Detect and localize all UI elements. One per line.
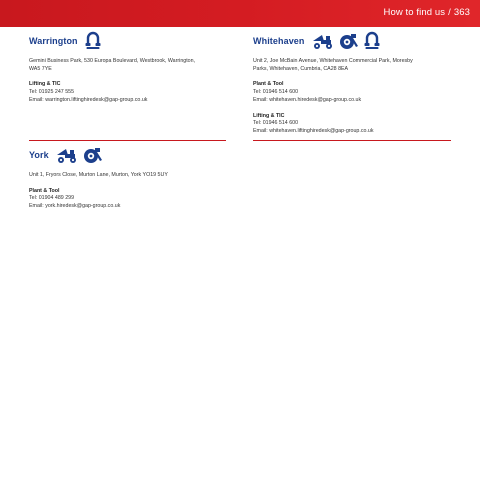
location-whitehaven bbox=[253, 30, 463, 136]
location-warrington bbox=[29, 30, 234, 105]
service-label: Lifting & TIC bbox=[253, 112, 285, 119]
divider bbox=[253, 140, 451, 141]
page-number: 363 bbox=[453, 7, 470, 18]
location-title: Whitehaven bbox=[253, 36, 305, 46]
telephone: Tel: 01946 514 600 bbox=[253, 120, 299, 127]
header-separator: / bbox=[448, 7, 451, 18]
address-line: Gemini Business Park, 530 Europa Boulevard, Westbrook, Warrington, bbox=[29, 58, 196, 64]
email[interactable]: Email: warrington.liftinghiredesk@gap-group.co.uk bbox=[29, 96, 148, 103]
compactor-icon bbox=[338, 32, 360, 50]
header-bar bbox=[0, 0, 480, 27]
shackle-icon bbox=[363, 31, 381, 51]
dumper-icon bbox=[55, 146, 79, 164]
address-line: Unit 2, Joe McBain Avenue, Whitehaven Commercial Park, Moresby bbox=[253, 58, 413, 64]
address-line: Parks, Whitehaven, Cumbria, CA28 8EA bbox=[253, 65, 349, 72]
dumper-icon bbox=[311, 32, 335, 50]
compactor-icon bbox=[82, 146, 104, 164]
telephone: Tel: 01925 247 555 bbox=[29, 89, 75, 96]
email[interactable]: Email: york.hiredesk@gap-group.co.uk bbox=[29, 203, 121, 210]
page-header bbox=[383, 7, 470, 18]
service-label: Lifting & TIC bbox=[29, 81, 61, 88]
section-title: How to find us bbox=[383, 7, 446, 18]
address-line: Unit 1, Fryors Close, Murton Lane, Murton, York YO19 5UY bbox=[29, 172, 168, 178]
divider bbox=[29, 140, 226, 141]
location-york bbox=[29, 144, 234, 211]
address-line: WA5 7YE bbox=[29, 65, 52, 72]
shackle-icon bbox=[84, 31, 102, 51]
telephone: Tel: 01904 489 299 bbox=[29, 195, 75, 202]
email[interactable]: Email: whitehaven.hiredesk@gap-group.co.uk bbox=[253, 96, 362, 103]
location-title: Warrington bbox=[29, 36, 78, 46]
service-label: Plant & Tool bbox=[29, 187, 60, 194]
location-title: York bbox=[29, 150, 49, 160]
telephone: Tel: 01946 514 600 bbox=[253, 89, 299, 96]
email[interactable]: Email: whitehaven.liftinghiredesk@gap-group.co.uk bbox=[253, 128, 374, 135]
service-label: Plant & Tool bbox=[253, 81, 284, 88]
